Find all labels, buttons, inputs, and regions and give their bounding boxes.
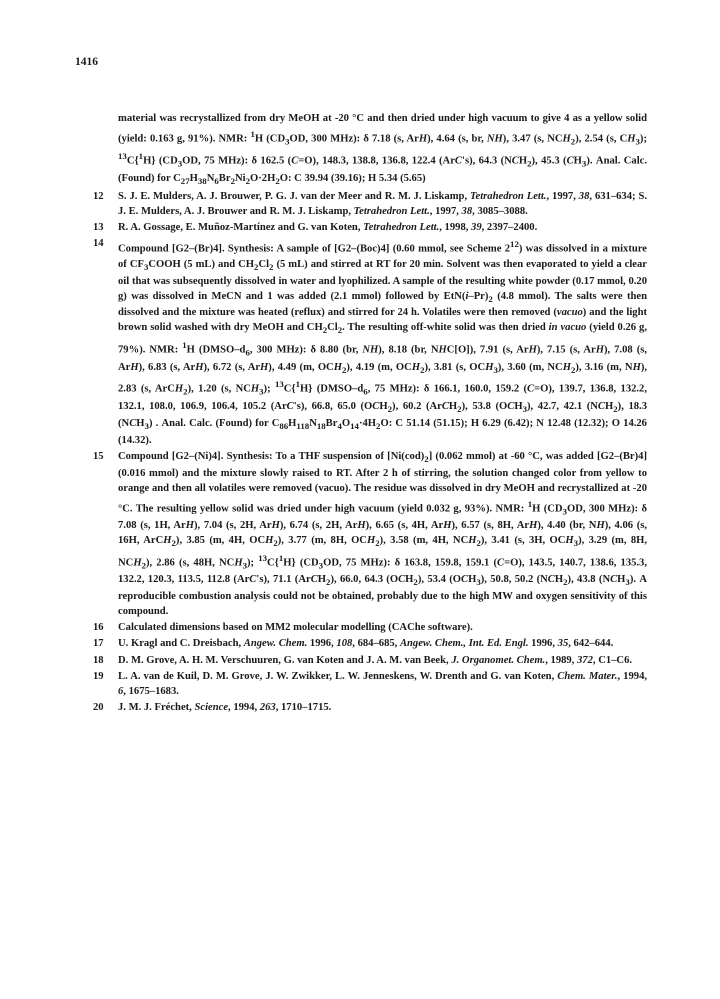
reference-item bbox=[93, 221, 647, 236]
reference-item bbox=[93, 450, 647, 620]
reference-text: Compound [G2–(Br)4]. Synthesis: A sample of [G2–(Boc)4] (0.60 mmol, see Scheme $2^{12}$) was dissolved in a mixture of $CF_3COOH$ (5 mL) and $CH_2Cl_2$ (5 mL) and stirred at RT for 20 min. Solvent was then evaporated to yield a clear oil that was subsequently dissolved in water and lyophilized. A sample of the resulting white powder (0.17 mmol, 0.20 g) was dissolved in MeCN and 1 was added (2.1 mmol) followed by $EtN(i-Pr)_2$ (4.8 mmol). The salts were then dissolved and the mixture was heated (reflux) and stirred for 24 h. Volatiles were then removed (vacuo) and the light brown solid washed with dry MeOH and $CH_2Cl_2$. The resulting off-white solid was then dried in vacuo (yield 0.26 g, 79%). NMR: $^1$H ($DMSO-d_6$, 300 MHz): δ 8.80 (br, NH), 8.18 (br, NHC[O]), 7.91 (s, ArH), 7.15 (s, ArH), 7.08 (s, ArH), 6.83 (s, ArH), 6.72 (s, ArH), 4.49 (m, $OCH_2$), 4.19 (m, $OCH_2$), 3.81 (s, $OCH_3$), 3.60 (m, $NCH_2$), 3.16 (m, NH), 2.83 (s, ArCH$_2$), 1.20 (s, $NCH_3$); $^{13}$C{$^1$H} ($DMSO-d_6$, 75 MHz): δ 166.1, 160.0, 159.2 (C=O), 139.7, 136.8, 132.2, 132.1, 108.0, 106.9, 106.4, 105.2 (ArC's), 66.8, 65.0 $(OCH_2)$, 60.2 (ArCH$_2$), 53.8 $(OCH_3)$, 42.7, 42.1 $(NCH_2)$, 18.3 $(NCH_3)$ . Anal. Calc. (Found) for $C_{86}H_{118}N_{18}Br_4O_{14}\cdot 4H_2O$: C 51.14 (51.15); H 6.29 (6.42); N 12.48 (12.32); O 14.26 (14.32). bbox=[118, 239, 648, 446]
reference-number: 15 bbox=[93, 451, 104, 462]
reference-text: Compound [G2–(Ni)4]. Synthesis: To a THF suspension of $[Ni(cod)_2]$ (0.062 mmol) at -60 °C, was added [G2–(Br)4] (0.016 mmol) and the mixture slowly raised to RT. After 2 h of stirring, the solution changed color from yellow to orange and then all volatiles were removed (vacuo). The residue was dissolved in dry MeOH and recrystallized at -20 °C. The resulting yellow solid was dried under high vacuum (yield 0.032 g, 93%). NMR: $^1$H ($CD_3OD$, 300 MHz): δ 7.08 (s, 1H, ArH), 7.04 (s, 2H, ArH), 6.74 (s, 2H, ArH), 6.65 (s, 4H, ArH), 6.57 (s, 8H, ArH), 4.40 (br, NH), 4.06 (s, 16H, ArCH$_2$), 3.85 (m, 4H, $OCH_2$), 3.77 (m, 8H, $OCH_2$), 3.58 (m, 4H, $NCH_2$), 3.41 (s, 3H, $OCH_3$), 3.29 (m, 8H, $NCH_2$), 2.86 (s, 48H, $NCH_3$); $^{13}$C{$^1$H} ($CD_3OD$, 75 MHz): δ 163.8, 159.8, 159.1 (C=O), 143.5, 140.7, 138.6, 135.3, 132.2, 120.3, 113.5, 112.8 (ArC's), 71.1 (ArCH$_2$), 66.0, 64.3 $(OCH_2)$, 53.4 $(OCH_3)$, 50.8, 50.2 $(NCH_2)$, 43.8 $(NCH_3)$. A reproducible combustion analysis could not be obtained, probably due to the high MW and oxygen sensitivity of this compound. bbox=[118, 451, 648, 617]
reference-number: 17 bbox=[93, 638, 104, 650]
reference-continuation: material was recrystallized from dry MeOH at -20 °C and then dried under high vacuum to give 4 as a yellow solid (yield: 0.163 g, 91%). NMR: $^1$H ($CD_3OD$, 300 MHz): δ 7.18 (s, ArH), 4.64 (s, br, NH), 3.47 (s, $NCH_2$), 2.54 (s, $CH_3$); $^{13}$C{$^1$H} ($CD_3OD$, 75 MHz): δ 162.5 (C=O), 148.3, 138.8, 136.8, 122.4 (ArC's), 64.3 $(NCH_2)$, 45.3 $(CH_3)$. Anal. Calc. (Found) for $C_{27}H_{38}N_6Br_2Ni_2O\cdot 2H_2O$: C 39.94 (39.16); H 5.34 (5.65) bbox=[118, 113, 648, 186]
reference-list bbox=[93, 190, 647, 716]
reference-text: Calculated dimensions based on MM2 molecular modelling (CAChe software). bbox=[118, 622, 473, 634]
reference-number: 19 bbox=[93, 670, 104, 682]
reference-item bbox=[93, 237, 647, 448]
reference-item bbox=[93, 621, 647, 636]
reference-number: 20 bbox=[93, 702, 104, 714]
reference-text: R. A. Gossage, E. Muñoz-Martínez and G. van Koten, Tetrahedron Lett., 1998, 39, 2397–2400. bbox=[118, 222, 538, 234]
reference-number: 18 bbox=[93, 654, 104, 666]
reference-item bbox=[93, 190, 647, 220]
reference-text: S. J. E. Mulders, A. J. Brouwer, P. G. J. van der Meer and R. M. J. Liskamp, Tetrahedron Lett., 1997, 38, 631–634; S. J. E. Mulders, A. J. Brouwer and R. M. J. Liskamp, Tetrahedron Lett., 1997, 38, 3085–3088. bbox=[118, 191, 648, 217]
references-section bbox=[93, 112, 647, 717]
reference-item bbox=[93, 701, 647, 716]
reference-number: 12 bbox=[93, 191, 104, 203]
reference-number: 13 bbox=[93, 222, 104, 234]
reference-item bbox=[93, 637, 647, 652]
reference-text: U. Kragl and C. Dreisbach, Angew. Chem. 1996, 108, 684–685, Angew. Chem., Int. Ed. Engl. 1996, 35, 642–644. bbox=[118, 638, 614, 650]
reference-number: 14 bbox=[93, 238, 104, 250]
reference-number: 16 bbox=[93, 622, 104, 634]
reference-text: D. M. Grove, A. H. M. Verschuuren, G. van Koten and J. A. M. van Beek, J. Organomet. Chem., 1989, 372, C1–C6. bbox=[118, 654, 633, 666]
page-number: 1416 bbox=[75, 56, 98, 68]
reference-text: J. M. J. Fréchet, Science, 1994, 263, 1710–1715. bbox=[118, 702, 332, 714]
reference-item bbox=[93, 670, 647, 700]
reference-item bbox=[93, 654, 647, 669]
reference-text: L. A. van de Kuil, D. M. Grove, J. W. Zwikker, L. W. Jenneskens, W. Drenth and G. van Koten, Chem. Mater., 1994, 6, 1675–1683. bbox=[118, 670, 648, 697]
